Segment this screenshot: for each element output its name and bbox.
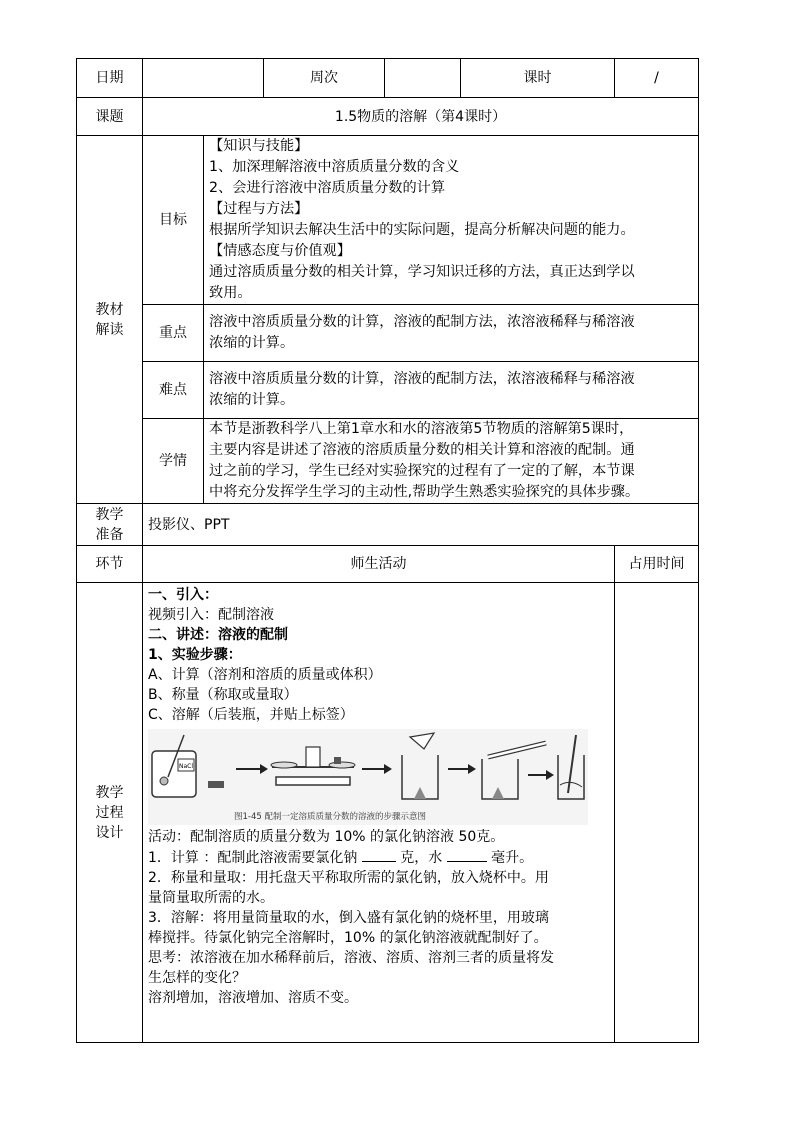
think-line: 生怎样的变化？ [148, 970, 246, 986]
lesson-plan-table [76, 58, 699, 1043]
calc-suffix: 毫升。 [491, 850, 534, 866]
activity-line: 活动：配制溶质的质量分数为 10% 的氯化钠溶液 50克。 [148, 829, 505, 845]
goal-row [77, 136, 699, 305]
date-label: 日期 [77, 59, 143, 98]
solution-prep-diagram [148, 729, 588, 825]
date-value[interactable] [143, 59, 264, 98]
figure-background [148, 729, 588, 825]
goal-line: 【知识与技能】 [209, 138, 309, 154]
analysis-label-line1: 教材 [95, 301, 124, 318]
key-line: 浓缩的计算。 [209, 335, 295, 351]
process-header-row [77, 546, 699, 583]
learner-line: 中将充分发挥学生学习的主动性,帮助学生熟悉实验探究的具体步骤。 [209, 484, 640, 500]
period-value: / [615, 59, 699, 98]
prep-row [77, 504, 699, 546]
header-row [77, 59, 699, 98]
goal-line: 【情感态度与价值观】 [209, 243, 351, 259]
calc-prefix: 1．计算 ：配制此溶液需要氯化钠 [148, 850, 358, 866]
process-row [77, 583, 699, 1043]
time-column-cell[interactable] [615, 583, 699, 1043]
difficult-line: 浓缩的计算。 [209, 392, 295, 408]
step-c: C、溶解（后装瓶，并贴上标签） [148, 707, 354, 723]
dissolve-line: 棒搅拌。待氯化钠完全溶解时，10% 的氯化钠溶液就配制好了。 [148, 930, 548, 946]
topic-label: 课题 [77, 98, 143, 136]
analysis-label-line2: 解读 [95, 321, 124, 338]
learner-content [204, 419, 699, 504]
weigh-line: 2．称量和量取：用托盘天平称取所需的氯化钠，放入烧杯中。用 [148, 870, 549, 886]
step-b: B、称量（称取或量取） [148, 687, 298, 703]
prep-label-line2: 准备 [95, 526, 124, 543]
goal-line: 1、加深理解溶液中溶质质量分数的含义 [209, 159, 460, 175]
stage-label: 环节 [77, 546, 143, 583]
weighing-paper-icon [208, 781, 224, 788]
goal-line: 致用。 [209, 285, 252, 301]
key-row [77, 305, 699, 362]
topic-title: 1.5物质的溶解（第4课时） [143, 98, 699, 136]
key-label: 重点 [143, 305, 204, 362]
learner-row [77, 419, 699, 504]
difficult-line: 溶液中溶质质量分数的计算，溶液的配制方法，浓溶液稀释与稀溶液 [209, 371, 635, 387]
prep-label-line1: 教学 [95, 506, 124, 523]
water-volume-blank[interactable] [447, 847, 487, 862]
goal-label: 目标 [143, 136, 204, 305]
lesson-plan-page [76, 58, 698, 1043]
prep-label [77, 504, 143, 546]
learner-label: 学情 [143, 419, 204, 504]
nacl-mass-blank[interactable] [362, 847, 396, 862]
goal-line: 根据所学知识去解决生活中的实际问题，提高分析解决问题的能力。 [209, 222, 635, 238]
key-line: 溶液中溶质质量分数的计算，溶液的配制方法，浓溶液稀释与稀溶液 [209, 314, 635, 330]
difficult-label: 难点 [143, 362, 204, 419]
step-a: A、计算（溶剂和溶质的质量或体积） [148, 667, 382, 683]
period-label: 课时 [461, 59, 615, 98]
steps-heading: 1、实验步骤： [148, 647, 242, 663]
week-label: 周次 [264, 59, 385, 98]
lecture-heading: 二、讲述：溶液的配制 [148, 627, 288, 643]
key-content [204, 305, 699, 362]
goal-line: 【过程与方法】 [209, 201, 309, 217]
time-label: 占用时间 [615, 546, 699, 583]
figure-caption: 图1-45 配制一定溶质质量分数的溶液的步骤示意图 [234, 812, 426, 822]
answer-line: 溶剂增加，溶液增加、溶质不变。 [148, 990, 358, 1006]
dissolve-line: 3．溶解：将用量筒量取的水，倒入盛有氯化钠的烧杯里，用玻璃 [148, 910, 549, 926]
process-label [77, 583, 143, 1043]
process-content [143, 583, 615, 1043]
calc-line [148, 847, 609, 868]
topic-row [77, 98, 699, 136]
solution-prep-figure [148, 729, 609, 825]
process-label-line2: 过程 [95, 804, 124, 821]
week-value[interactable] [385, 59, 461, 98]
bottle-label: NaCl [178, 763, 194, 770]
goal-line: 通过溶质质量分数的相关计算，学习知识迁移的方法，真正达到学以 [209, 264, 635, 280]
goal-line: 2、会进行溶液中溶质质量分数的计算 [209, 180, 446, 196]
analysis-label [77, 136, 143, 504]
activity-label: 师生活动 [143, 546, 615, 583]
intro-video: 视频引入：配制溶液 [148, 607, 274, 623]
learner-line: 本节是浙教科学八上第1章水和水的溶液第5节物质的溶解第5课时， [209, 421, 634, 437]
calc-mid: 克，水 [400, 850, 443, 866]
learner-line: 过之前的学习，学生已经对实验探究的过程有了一定的了解，本节课 [209, 463, 635, 479]
intro-heading: 一、引入： [148, 587, 218, 603]
prep-content: 投影仪、PPT [143, 504, 699, 546]
process-label-line3: 设计 [95, 824, 124, 841]
difficult-content [204, 362, 699, 419]
goal-content [204, 136, 699, 305]
difficult-row [77, 362, 699, 419]
think-line: 思考：浓溶液在加水稀释前后，溶液、溶质、溶剂三者的质量将发 [148, 950, 554, 966]
process-label-line1: 教学 [95, 784, 124, 801]
learner-line: 主要内容是讲述了溶液的溶质质量分数的相关计算和溶液的配制。通 [209, 442, 635, 458]
weigh-line: 量筒量取所需的水。 [148, 890, 274, 906]
